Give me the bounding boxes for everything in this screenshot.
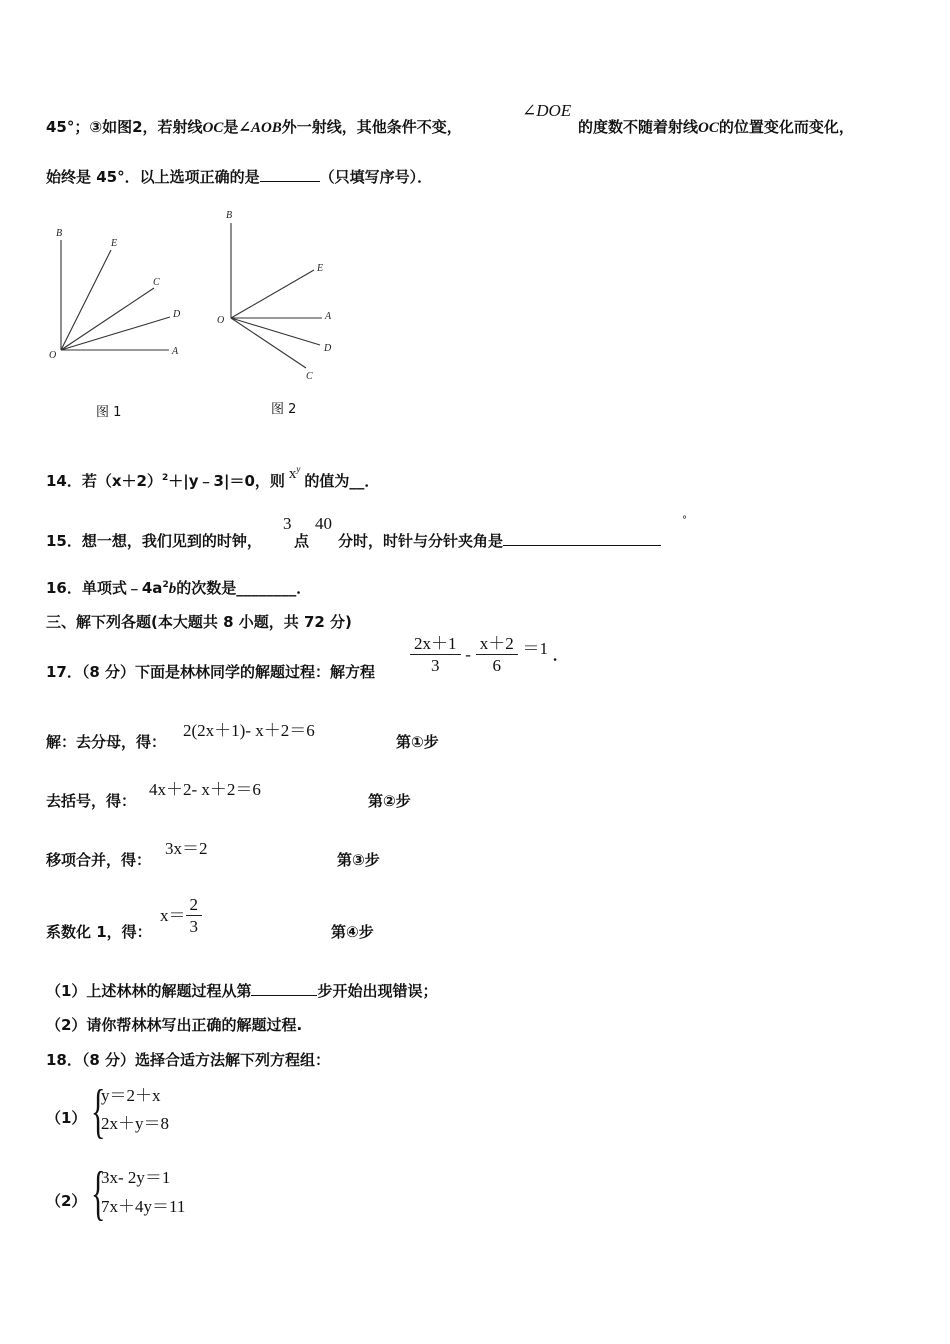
step-2-tag: 第②步 <box>368 792 411 810</box>
q14-suffix: 的值为__． <box>304 472 380 490</box>
fraction-2-num: x＋2 <box>476 634 518 655</box>
fraction-2-den: 6 <box>492 656 501 675</box>
q14-prefix: 14．若（x＋2） <box>46 472 162 490</box>
fraction-2 <box>476 634 518 677</box>
label-a: A <box>325 311 332 322</box>
label-b: B <box>56 228 63 239</box>
q13-line1-c: 外一射线，其他条件不变， <box>281 118 462 136</box>
power-exp: y <box>296 464 301 474</box>
step-4-math <box>160 895 202 938</box>
label-c: C <box>306 371 313 382</box>
q15-suffix: 分时，时针与分针夹角是 <box>338 532 504 550</box>
q17-sub1 <box>46 980 437 1001</box>
step-4-num: 2 <box>186 895 203 916</box>
label-a: A <box>172 346 179 357</box>
answer-blank-15 <box>503 533 661 546</box>
q18-p1-eq2: 2x＋y＝8 <box>101 1114 169 1133</box>
q13-line1-a: 45°；③如图2，若射线 <box>46 118 203 136</box>
ray-od <box>231 318 320 345</box>
ray-oc-2: OC <box>698 120 719 136</box>
answer-blank-17 <box>251 983 317 996</box>
label-b: B <box>226 210 233 221</box>
fraction-1 <box>410 634 461 677</box>
step-4-lhs: x＝ <box>160 906 186 925</box>
ray-oc-1: OC <box>202 120 224 136</box>
q17-equation <box>410 634 568 677</box>
step-1-tag: 第①步 <box>396 733 439 751</box>
angle-doe: ∠DOE <box>522 101 572 120</box>
system-brace-2: { <box>91 1160 106 1226</box>
fraction-1-num: 2x＋1 <box>410 634 461 655</box>
power-x-y <box>289 466 301 482</box>
q17-sub1-a: （1）上述林林的解题过程从第 <box>46 982 252 1000</box>
label-e: E <box>317 263 324 274</box>
q17-sub1-b: 步开始出现错误； <box>317 982 438 1000</box>
q13-line1 <box>46 116 462 137</box>
eq-rhs: ＝1 <box>522 639 549 658</box>
q15-degree: ° <box>682 515 687 526</box>
figure-1 <box>44 222 194 362</box>
step-1-math: 2(2x＋1)- x＋2＝6 <box>183 721 315 740</box>
section-3-title: 三、解下列各题(本大题共 8 小题，共 72 分) <box>46 613 352 631</box>
power-base: x <box>288 466 297 482</box>
question-16 <box>46 577 311 598</box>
q14-sup: 2 <box>162 473 169 483</box>
q18-p1-eq1: y＝2＋x <box>101 1086 161 1105</box>
step-4-den: 3 <box>189 917 198 936</box>
q18-p2-eq1: 3x- 2y＝1 <box>101 1168 171 1187</box>
q18-intro: 18．（8 分）选择合适方法解下列方程组： <box>46 1051 331 1069</box>
q17-sub2: （2）请你帮林林写出正确的解题过程. <box>46 1016 303 1034</box>
q18-part1-label: （1） <box>46 1109 87 1127</box>
q15-minute: 40 <box>315 514 332 533</box>
q16-prefix: 16．单项式﹣4a <box>46 579 163 597</box>
step-3-math: 3x＝2 <box>165 839 208 858</box>
step-4-label: 系数化 1，得： <box>46 923 152 941</box>
answer-blank-13 <box>260 169 320 182</box>
q15-suffix-line <box>338 530 661 551</box>
q16-suffix: 的次数是________． <box>176 579 312 597</box>
ray-oc <box>61 288 154 350</box>
figure-2-caption: 图 2 <box>271 402 297 417</box>
q16-sup: 2 <box>162 580 169 590</box>
label-d: D <box>173 309 181 320</box>
q13-line1-tail <box>578 116 854 137</box>
label-c: C <box>153 277 160 288</box>
q13-line1-d: 的度数不随着射线 <box>578 118 699 136</box>
q17-intro: 17．（8 分）下面是林林同学的解题过程：解方程 <box>46 663 376 681</box>
label-e: E <box>111 238 118 249</box>
label-d: D <box>324 343 332 354</box>
step-2-label: 去括号，得： <box>46 792 137 810</box>
figure-2 <box>212 205 342 385</box>
q13-line2 <box>46 166 432 187</box>
ray-oc <box>231 318 306 368</box>
ray-oe <box>231 270 314 318</box>
q13-line1-b: 是 <box>223 118 239 136</box>
q13-line2-b: （只填写序号）． <box>319 168 433 186</box>
system-brace-1: { <box>91 1078 106 1144</box>
step-3-tag: 第③步 <box>337 851 380 869</box>
step-1-label: 解：去分母，得： <box>46 733 167 751</box>
q15-dian: 点 <box>294 532 310 550</box>
figure-1-caption: 图 1 <box>96 405 122 420</box>
question-14 <box>46 464 380 491</box>
q18-part2-label: （2） <box>46 1192 87 1210</box>
q18-p2-eq2: 7x＋4y＝11 <box>101 1197 186 1216</box>
question-15 <box>46 530 262 551</box>
eq-minus: - <box>465 645 471 664</box>
angle-aob: ∠AOB <box>238 120 282 136</box>
step-4-fraction <box>186 895 203 938</box>
q16-b: b <box>168 581 177 597</box>
fraction-1-den: 3 <box>431 656 440 675</box>
q15-prefix: 15．想一想，我们见到的时钟， <box>46 532 262 550</box>
q13-line1-e: 的位置变化而变化， <box>718 118 854 136</box>
step-3-label: 移项合并，得： <box>46 851 152 869</box>
label-o: O <box>217 315 225 326</box>
eq-end: ． <box>552 646 568 664</box>
q13-line2-a: 始终是 45°．以上选项正确的是 <box>46 168 260 186</box>
ray-oe <box>61 250 111 350</box>
q15-hour: 3 <box>283 514 292 533</box>
step-2-math: 4x＋2- x＋2＝6 <box>149 780 261 799</box>
ray-od <box>61 317 170 350</box>
label-o: O <box>49 350 57 361</box>
step-4-tag: 第④步 <box>331 923 374 941</box>
q14-mid: ＋|y﹣3|＝0，则 <box>168 472 285 490</box>
